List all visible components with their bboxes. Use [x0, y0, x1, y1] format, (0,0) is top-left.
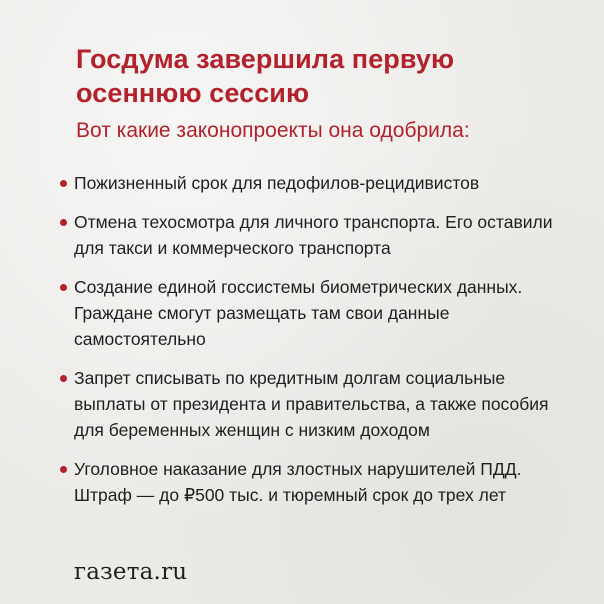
bill-item-5	[60, 456, 580, 508]
bill-item-4	[60, 365, 580, 443]
bullet-dot-icon	[60, 219, 67, 226]
bill-item-text: Пожизненный срок для педофилов-рецидивистов	[74, 173, 480, 193]
bill-item-text: Уголовное наказание для злостных нарушителей ПДД. Штраф — до ₽500 тыс. и тюремный срок до трех лет	[74, 459, 522, 505]
bill-item-3	[60, 274, 580, 352]
subheadline: Вот какие законопроекты она одобрила:	[76, 119, 470, 142]
bill-item-text: Запрет списывать по кредитным долгам социальные выплаты от президента и правительства, а также пособия для беременных женщин с низким доходом	[74, 368, 549, 440]
bullet-dot-icon	[60, 466, 67, 473]
bullet-dot-icon	[60, 180, 67, 187]
bill-list	[60, 170, 580, 521]
bill-item-2	[60, 209, 580, 261]
bullet-dot-icon	[60, 375, 67, 382]
bill-item-text: Отмена техосмотра для личного транспорта. Его оставили для такси и коммерческого транспорта	[74, 212, 553, 258]
bill-item-text: Создание единой госсистемы биометрических данных. Граждане смогут размещать там свои данные самостоятельно	[74, 277, 523, 349]
gazeta-ru-logo: газета.ru	[74, 559, 188, 585]
headline: Госдума завершила первую осеннюю сессию	[76, 44, 455, 108]
bill-item-1	[60, 170, 580, 196]
bullet-dot-icon	[60, 284, 67, 291]
